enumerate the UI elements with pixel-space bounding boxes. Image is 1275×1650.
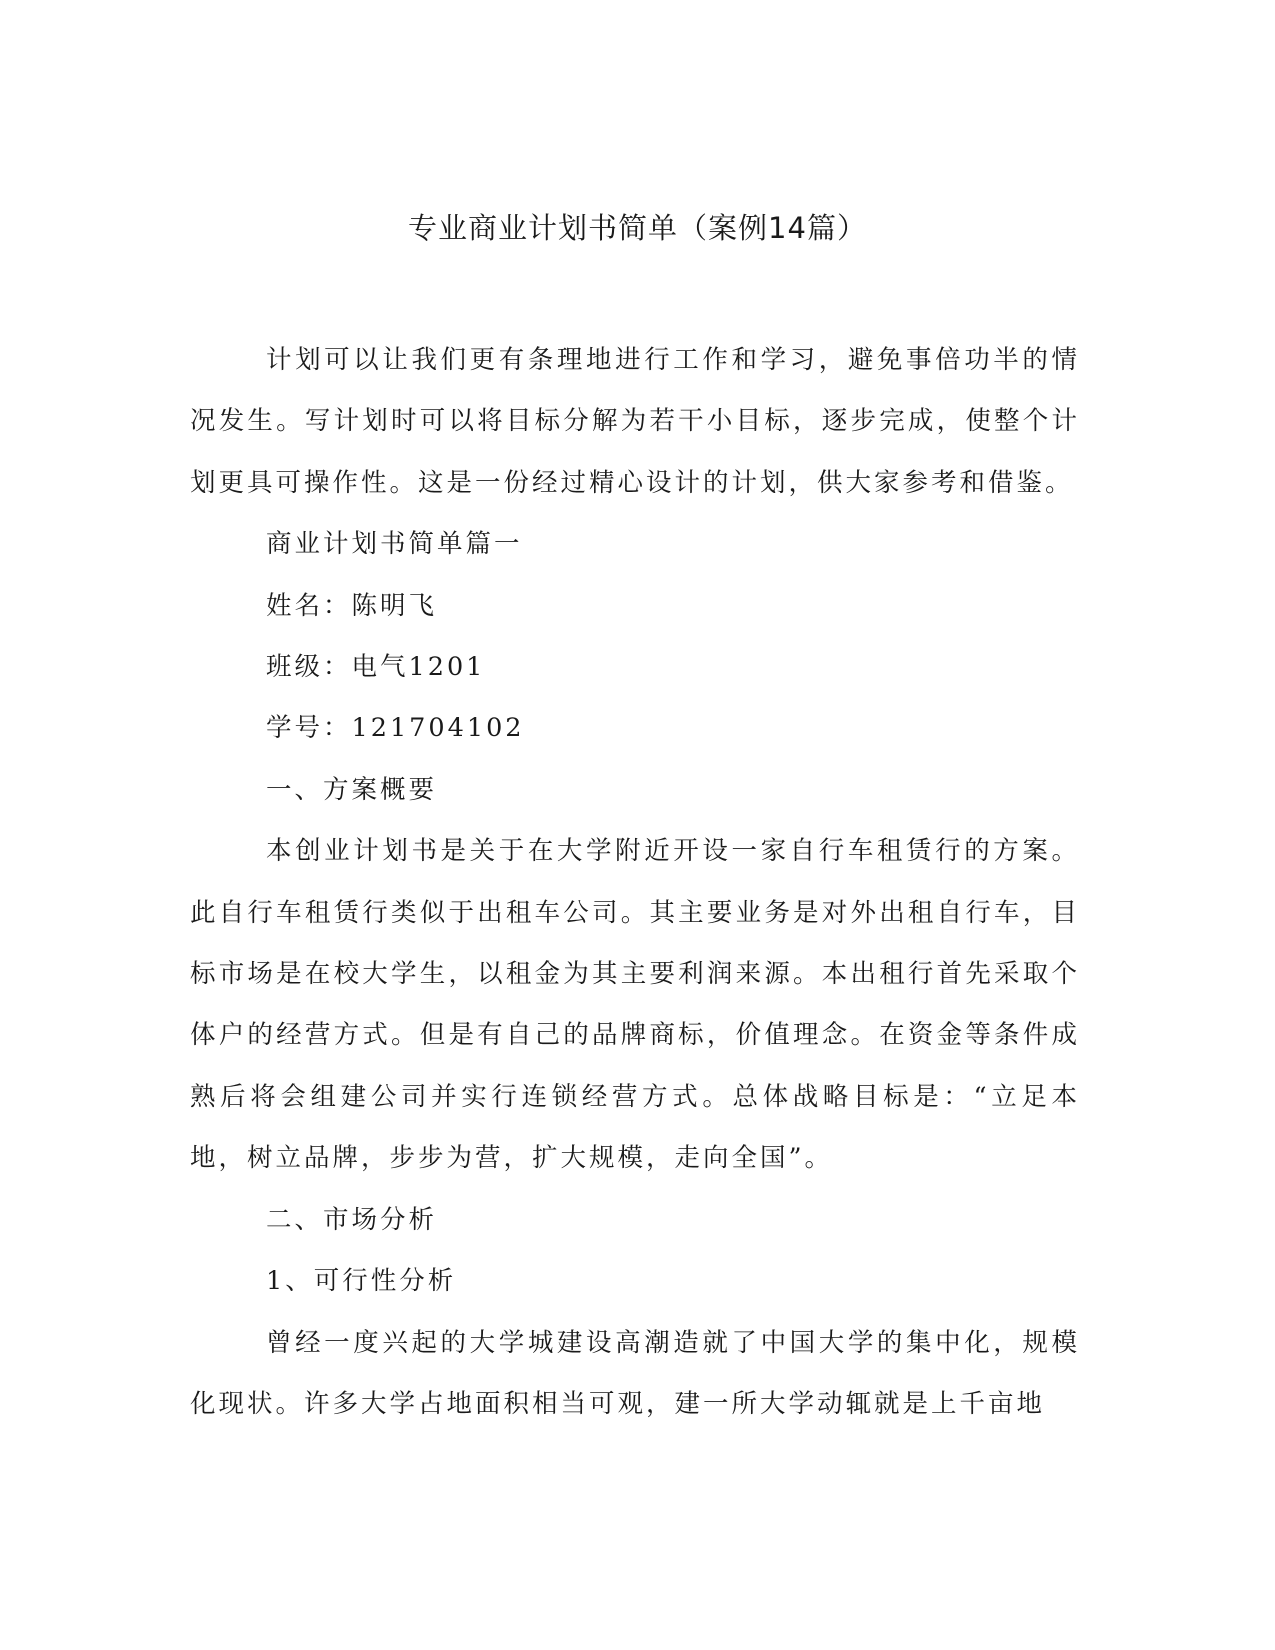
document-body xyxy=(190,330,1080,1435)
subheading-summary: 一、方案概要 xyxy=(266,774,438,805)
subheading-market-analysis: 二、市场分析 xyxy=(266,1204,438,1235)
summary-paragraph: 本创业计划书是关于在大学附近开设一家自行车租赁行的方案。此自行车租赁行类似于出租车公司。其主要业务是对外出租自行车，目标市场是在校大学生，以租金为其主要利润来源。本出租行首先采取个体户的经营方式。但是有自己的品牌商标，价值理念。在资金等条件成熟后将会组建公司并实行连锁经营方式。总体战略目标是：“立足本地，树立品牌，步步为营，扩大规模，走向全国”。 xyxy=(190,836,1080,1174)
subheading-feasibility: 1、可行性分析 xyxy=(266,1266,457,1297)
feasibility-paragraph: 曾经一度兴起的大学城建设高潮造就了中国大学的集中化，规模化现状。许多大学占地面积相当可观，建一所大学动辄就是上千亩地 xyxy=(190,1327,1080,1419)
name-line: 姓名：陈明飞 xyxy=(266,590,438,621)
document-title: 专业商业计划书简单（案例14篇） xyxy=(408,211,867,245)
intro-paragraph: 计划可以让我们更有条理地进行工作和学习，避免事倍功半的情况发生。写计划时可以将目标分解为若干小目标，逐步完成，使整个计划更具可操作性。这是一份经过精心设计的计划，供大家参考和借鉴。 xyxy=(190,345,1080,498)
section-heading: 商业计划书简单篇一 xyxy=(266,529,523,560)
student-id-line: 学号：121704102 xyxy=(266,713,525,744)
class-line: 班级：电气1201 xyxy=(266,652,486,683)
